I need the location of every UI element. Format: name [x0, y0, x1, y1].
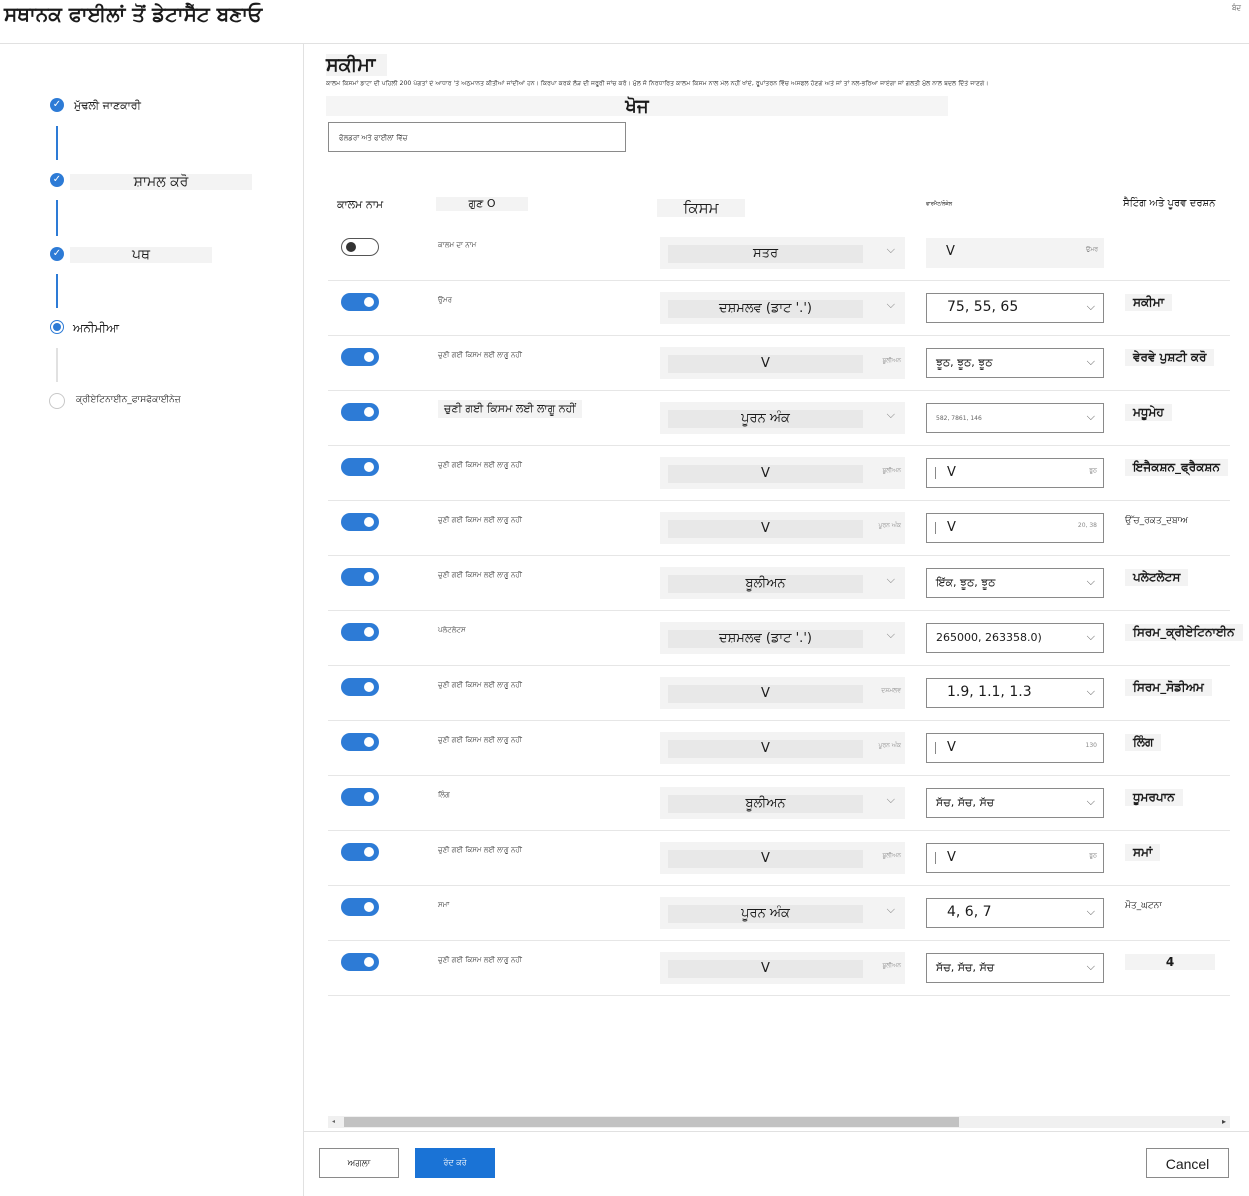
step-complete-icon: ✓	[50, 247, 64, 261]
type-value: ਪੂਰਨ ਅੰਕ	[668, 905, 863, 923]
format-dropdown[interactable]	[926, 898, 1104, 928]
header-include: ਕਾਲਮ ਨਾਮ	[337, 198, 384, 211]
type-value: V	[668, 520, 863, 538]
step-connector	[56, 126, 58, 160]
include-toggle[interactable]	[341, 293, 379, 311]
preview-value: ਸਮਾਂ	[1125, 844, 1160, 861]
header-settings: ਸੈਟਿੰਗ ਅਤੇ ਪੂਰਵ ਦਰਸ਼ਨ	[1123, 198, 1216, 209]
column-attribute: ਚੁਣੀ ਗਈ ਕਿਸਮ ਲਈ ਲਾਗੂ ਨਹੀਂ	[438, 461, 522, 469]
preview-value: ਧੂਮਰਪਾਨ	[1125, 789, 1183, 806]
type-dropdown[interactable]	[660, 402, 905, 434]
toggle-knob	[364, 352, 374, 362]
row-divider	[328, 335, 1230, 336]
column-attribute: ਲਿੰਗ	[438, 791, 450, 799]
format-dropdown[interactable]	[926, 513, 1104, 543]
preview-value: ਇਜੈਕਸ਼ਨ_ਫ੍ਰੈਕਸ਼ਨ	[1125, 459, 1228, 476]
format-value: 4, 6, 7	[947, 904, 992, 920]
format-hint: ਝੂਠ	[1089, 852, 1097, 859]
format-dropdown[interactable]	[926, 788, 1104, 818]
include-toggle[interactable]	[341, 623, 379, 641]
preview-value: ਵੇਰਵੇ ਪੁਸ਼ਟੀ ਕਰੋ	[1125, 349, 1214, 366]
schema-title: ਸਕੀਮਾ	[326, 54, 387, 76]
type-dropdown[interactable]	[660, 512, 905, 544]
row-divider	[328, 665, 1230, 666]
row-divider	[328, 830, 1230, 831]
type-hint: ਬੂਲੀਅਨ	[882, 962, 901, 969]
row-divider	[328, 390, 1230, 391]
format-value: ਇੱਕ, ਝੂਠ, ਝੂਠ	[936, 576, 996, 589]
scroll-left-icon[interactable]: ◂	[332, 1118, 336, 1125]
row-divider	[328, 885, 1230, 886]
type-value: ਬੂਲੀਅਨ	[668, 575, 863, 593]
format-hint: ਝੂਠ	[1089, 467, 1097, 474]
format-hint: 130	[1085, 742, 1097, 749]
format-dropdown[interactable]	[926, 953, 1104, 983]
row-divider	[328, 555, 1230, 556]
include-toggle[interactable]	[341, 513, 379, 531]
format-value: 75, 55, 65	[947, 299, 1019, 315]
include-toggle[interactable]	[341, 898, 379, 916]
row-divider	[328, 940, 1230, 941]
type-value: V	[668, 355, 863, 373]
format-hint: 20, 38	[1077, 522, 1097, 529]
type-hint: ਬੂਲੀਅਨ	[882, 467, 901, 474]
format-value: 582, 7861, 146	[936, 415, 982, 422]
format-value: V	[946, 244, 955, 259]
chevron-down-icon: ⌵	[1086, 355, 1095, 368]
column-attribute: ਚੁਣੀ ਗਈ ਕਿਸਮ ਲਈ ਲਾਗੂ ਨਹੀਂ	[438, 846, 522, 854]
next-button[interactable]: ਰੱਦ ਕਰੋ	[415, 1148, 495, 1178]
include-toggle[interactable]	[341, 238, 379, 256]
type-value: ਦਸ਼ਮਲਵ (ਡਾਟ '.')	[668, 300, 863, 318]
step-complete-icon: ✓	[50, 98, 64, 112]
toggle-knob	[346, 242, 356, 252]
type-value: ਬੂਲੀਅਨ	[668, 795, 863, 813]
text-cursor	[935, 467, 936, 479]
type-hint: ਬੂਲੀਅਨ	[882, 852, 901, 859]
type-dropdown[interactable]	[660, 292, 905, 324]
step-basic-info[interactable]: ਮੁੱਢਲੀ ਜਾਣਕਾਰੀ	[74, 99, 141, 112]
type-dropdown[interactable]	[660, 622, 905, 654]
type-value: ਸਤਰ	[668, 245, 863, 263]
include-toggle[interactable]	[341, 348, 379, 366]
chevron-down-icon: ⌵	[886, 628, 895, 641]
preview-value: 4	[1125, 954, 1215, 970]
header-format: ਫਾਰਮੈਟ/ਲੋਕੇਲ	[926, 201, 953, 207]
toggle-knob	[364, 737, 374, 747]
format-value: ਸੱਚ, ਸੱਚ, ਸੱਚ	[936, 796, 995, 809]
chevron-down-icon: ⌵	[886, 573, 895, 586]
scrollbar-thumb[interactable]	[344, 1117, 959, 1127]
row-divider	[328, 775, 1230, 776]
chevron-down-icon: ⌵	[1086, 300, 1095, 313]
column-attribute: ਚੁਣੀ ਗਈ ਕਿਸਮ ਲਈ ਲਾਗੂ ਨਹੀਂ	[438, 681, 522, 689]
column-attribute: ਸਮਾਂ	[438, 901, 450, 909]
step-connector	[56, 348, 58, 382]
type-value: V	[668, 960, 863, 978]
type-dropdown[interactable]	[660, 457, 905, 489]
format-value: V	[947, 465, 956, 480]
include-toggle[interactable]	[341, 733, 379, 751]
format-dropdown[interactable]	[926, 623, 1104, 653]
chevron-down-icon: ⌵	[1086, 575, 1095, 588]
step-pending-icon	[49, 393, 65, 409]
page-title: ਸਥਾਨਕ ਫਾਈਲਾਂ ਤੋਂ ਡੇਟਾਸੈੱਟ ਬਣਾਓ	[4, 2, 263, 26]
step-connector	[56, 274, 58, 308]
toggle-knob	[364, 572, 374, 582]
format-value: V	[947, 740, 956, 755]
step-complete-icon: ✓	[50, 173, 64, 187]
header-type: ਕਿਸਮ	[657, 199, 745, 217]
preview-value: ਮਧੂਮੇਹ	[1125, 404, 1172, 421]
include-toggle[interactable]	[341, 678, 379, 696]
chevron-down-icon: ⌵	[886, 298, 895, 311]
preview-value: ਸਿਰਮ_ਕ੍ਰੀਏਟਿਨਾਈਨ	[1125, 624, 1243, 641]
column-attribute: ਕਾਲਮ ਦਾ ਨਾਮ	[438, 241, 477, 249]
row-divider	[328, 720, 1230, 721]
type-dropdown[interactable]	[660, 952, 905, 984]
type-hint: ਪੂਰਨ ਅੰਕ	[878, 742, 901, 749]
column-attribute: ਉਮਰ	[438, 296, 453, 304]
format-value: 1.9, 1.1, 1.3	[947, 684, 1032, 700]
type-value: V	[668, 850, 863, 868]
step-path[interactable]: ਪਥ	[70, 247, 212, 263]
format-dropdown[interactable]	[926, 458, 1104, 488]
row-divider	[328, 500, 1230, 501]
type-value: V	[668, 740, 863, 758]
column-attribute: ਚੁਣੀ ਗਈ ਕਿਸਮ ਲਈ ਲਾਗੂ ਨਹੀਂ	[438, 516, 522, 524]
format-dropdown[interactable]	[926, 238, 1104, 268]
cancel-button[interactable]: Cancel	[1146, 1148, 1229, 1178]
step-connector	[56, 200, 58, 236]
toggle-knob	[364, 297, 374, 307]
type-dropdown[interactable]	[660, 732, 905, 764]
wizard-sidebar	[0, 44, 304, 1196]
preview-value: ਉੱਚ_ਰਕਤ_ਦਬਾਅ	[1125, 516, 1188, 526]
text-cursor	[935, 852, 936, 864]
toggle-knob	[364, 682, 374, 692]
chevron-down-icon: ⌵	[1086, 795, 1095, 808]
column-attribute: ਚੁਣੀ ਗਈ ਕਿਸਮ ਲਈ ਲਾਗੂ ਨਹੀਂ	[438, 351, 522, 359]
text-cursor	[935, 522, 936, 534]
column-attribute: ਚੁਣੀ ਗਈ ਕਿਸਮ ਲਈ ਲਾਗੂ ਨਹੀਂ	[438, 571, 522, 579]
chevron-down-icon: ⌵	[1086, 685, 1095, 698]
include-toggle[interactable]	[341, 568, 379, 586]
include-toggle[interactable]	[341, 953, 379, 971]
format-value: ਸੱਚ, ਸੱਚ, ਸੱਚ	[936, 961, 995, 974]
type-value: ਪੂਰਨ ਅੰਕ	[668, 410, 863, 428]
format-dropdown[interactable]	[926, 568, 1104, 598]
step-current-icon	[50, 320, 64, 334]
format-dropdown[interactable]	[926, 403, 1104, 433]
step-include[interactable]: ਸ਼ਾਮਲ ਕਰੋ	[70, 174, 252, 190]
schema-description: ਕਾਲਮ ਕਿਸਮਾਂ ਡਾਟਾ ਦੀ ਪਹਿਲੀ 200 ਪੰਗਤਾਂ ਦੇ ਆਧਾਰ 'ਤੇ ਅਨੁਮਾਨਤ ਕੀਤੀਆਂ ਜਾਂਦੀਆਂ ਹਨ। ਕਿਰਪਾ ਕਰਕੇ ਲੋੜ ਦੀ ਜਰੂਰੀ ਜਾਂਚ ਕਰੋ। ਮੁੱਲ ਜੋ ਨਿਰਧਾਰਿਤ ਕਾਲਮ ਕਿਸਮ ਨਾਲ ਮੇਲ ਨਹੀਂ ਖਾਂਦੇ, ਰੂਪਾਂਤਰਨ ਵਿੱਚ ਅਸਫਲ ਹੋਣਗੇ ਅਤੇ ਜਾਂ ਤਾਂ ਨਲ-ਭਰਿਆ ਜਾਏਗਾ ਜਾਂ ਗਲਤੀ ਮੁੱਲ ਨਾਲ ਬਦਲ ਦਿੱਤੇ ਜਾਣਗੇ।	[326, 80, 989, 87]
chevron-down-icon: ⌵	[1086, 630, 1095, 643]
chevron-down-icon: ⌵	[886, 408, 895, 421]
format-dropdown[interactable]	[926, 293, 1104, 323]
type-hint: ਦਸ਼ਮਲਵ	[881, 687, 901, 694]
step-confirm[interactable]: ਕ੍ਰੀਏਟਿਨਾਈਨ_ਫਾਸਫੋਕਾਈਨੇਜ਼	[76, 395, 181, 405]
type-dropdown[interactable]	[660, 897, 905, 929]
footer-divider	[304, 1131, 1249, 1132]
row-divider	[328, 280, 1230, 281]
search-input[interactable]: ਫੋਲਡਰਾਂ ਅਤੇ ਫਾਈਲਾਂ ਵਿੱਚ	[328, 122, 626, 152]
column-attribute: ਚੁਣੀ ਗਈ ਕਿਸਮ ਲਈ ਲਾਗੂ ਨਹੀਂ	[438, 400, 582, 418]
chevron-down-icon: ⌵	[1086, 960, 1095, 973]
chevron-down-icon: ⌵	[886, 903, 895, 916]
format-dropdown[interactable]	[926, 348, 1104, 378]
type-dropdown[interactable]	[660, 347, 905, 379]
chevron-down-icon: ⌵	[886, 793, 895, 806]
preview-value: ਸਕੀਮਾ	[1125, 294, 1172, 311]
header-properties: ਗੁਣ O	[436, 197, 528, 211]
format-value: ਝੂਠ, ਝੂਠ, ਝੂਠ	[936, 356, 993, 369]
type-dropdown[interactable]	[660, 567, 905, 599]
chevron-down-icon: ⌵	[1086, 410, 1095, 423]
toggle-knob	[364, 517, 374, 527]
chevron-down-icon: ⌵	[886, 243, 895, 256]
type-value: ਦਸ਼ਮਲਵ (ਡਾਟ '.')	[668, 630, 863, 648]
row-divider	[328, 610, 1230, 611]
text-cursor	[935, 742, 936, 754]
format-value: V	[947, 520, 956, 535]
type-value: V	[668, 685, 863, 703]
type-hint: ਬੂਲੀਅਨ	[882, 357, 901, 364]
search-heading: ਖੋਜ	[326, 96, 948, 116]
row-divider	[328, 445, 1230, 446]
step-schema[interactable]: ਅਨੀਮੀਆ	[73, 321, 119, 335]
horizontal-scrollbar[interactable]	[328, 1116, 1230, 1128]
toggle-knob	[364, 902, 374, 912]
format-value: 265000, 263358.0)	[936, 631, 1042, 644]
type-dropdown[interactable]	[660, 677, 905, 709]
include-toggle[interactable]	[341, 788, 379, 806]
format-dropdown[interactable]	[926, 678, 1104, 708]
preview-value: ਲਿੰਗ	[1125, 734, 1161, 751]
close-button[interactable]: ਬੰਦ	[1231, 4, 1241, 12]
toggle-knob	[364, 792, 374, 802]
preview-value: ਸਿਰਮ_ਸੋਡੀਅਮ	[1125, 679, 1212, 696]
type-dropdown[interactable]	[660, 842, 905, 874]
chevron-down-icon: ⌵	[1086, 905, 1095, 918]
type-hint: ਪੂਰਨ ਅੰਕ	[878, 522, 901, 529]
row-divider	[328, 995, 1230, 996]
type-dropdown[interactable]	[660, 787, 905, 819]
preview-value: ਮੌਤ_ਘਟਨਾ	[1125, 901, 1162, 911]
column-attribute: ਚੁਣੀ ਗਈ ਕਿਸਮ ਲਈ ਲਾਗੂ ਨਹੀਂ	[438, 736, 522, 744]
toggle-knob	[364, 957, 374, 967]
include-toggle[interactable]	[341, 843, 379, 861]
format-dropdown[interactable]	[926, 843, 1104, 873]
preview-value: ਪਲੇਟਲੇਟਸ	[1125, 569, 1188, 586]
toggle-knob	[364, 462, 374, 472]
format-dropdown[interactable]	[926, 733, 1104, 763]
column-attribute: ਪਲੇਟਲੇਟਸ	[438, 626, 466, 634]
scroll-right-icon[interactable]: ▸	[1221, 1117, 1226, 1126]
format-hint: ਉਮਰ	[1085, 246, 1098, 253]
format-value: V	[947, 850, 956, 865]
type-value: V	[668, 465, 863, 483]
toggle-knob	[364, 847, 374, 857]
include-toggle[interactable]	[341, 403, 379, 421]
include-toggle[interactable]	[341, 458, 379, 476]
type-dropdown[interactable]	[660, 237, 905, 269]
toggle-knob	[364, 627, 374, 637]
back-button[interactable]: ਅਗਲਾ	[319, 1148, 399, 1178]
toggle-knob	[364, 407, 374, 417]
column-attribute: ਚੁਣੀ ਗਈ ਕਿਸਮ ਲਈ ਲਾਗੂ ਨਹੀਂ	[438, 956, 522, 964]
